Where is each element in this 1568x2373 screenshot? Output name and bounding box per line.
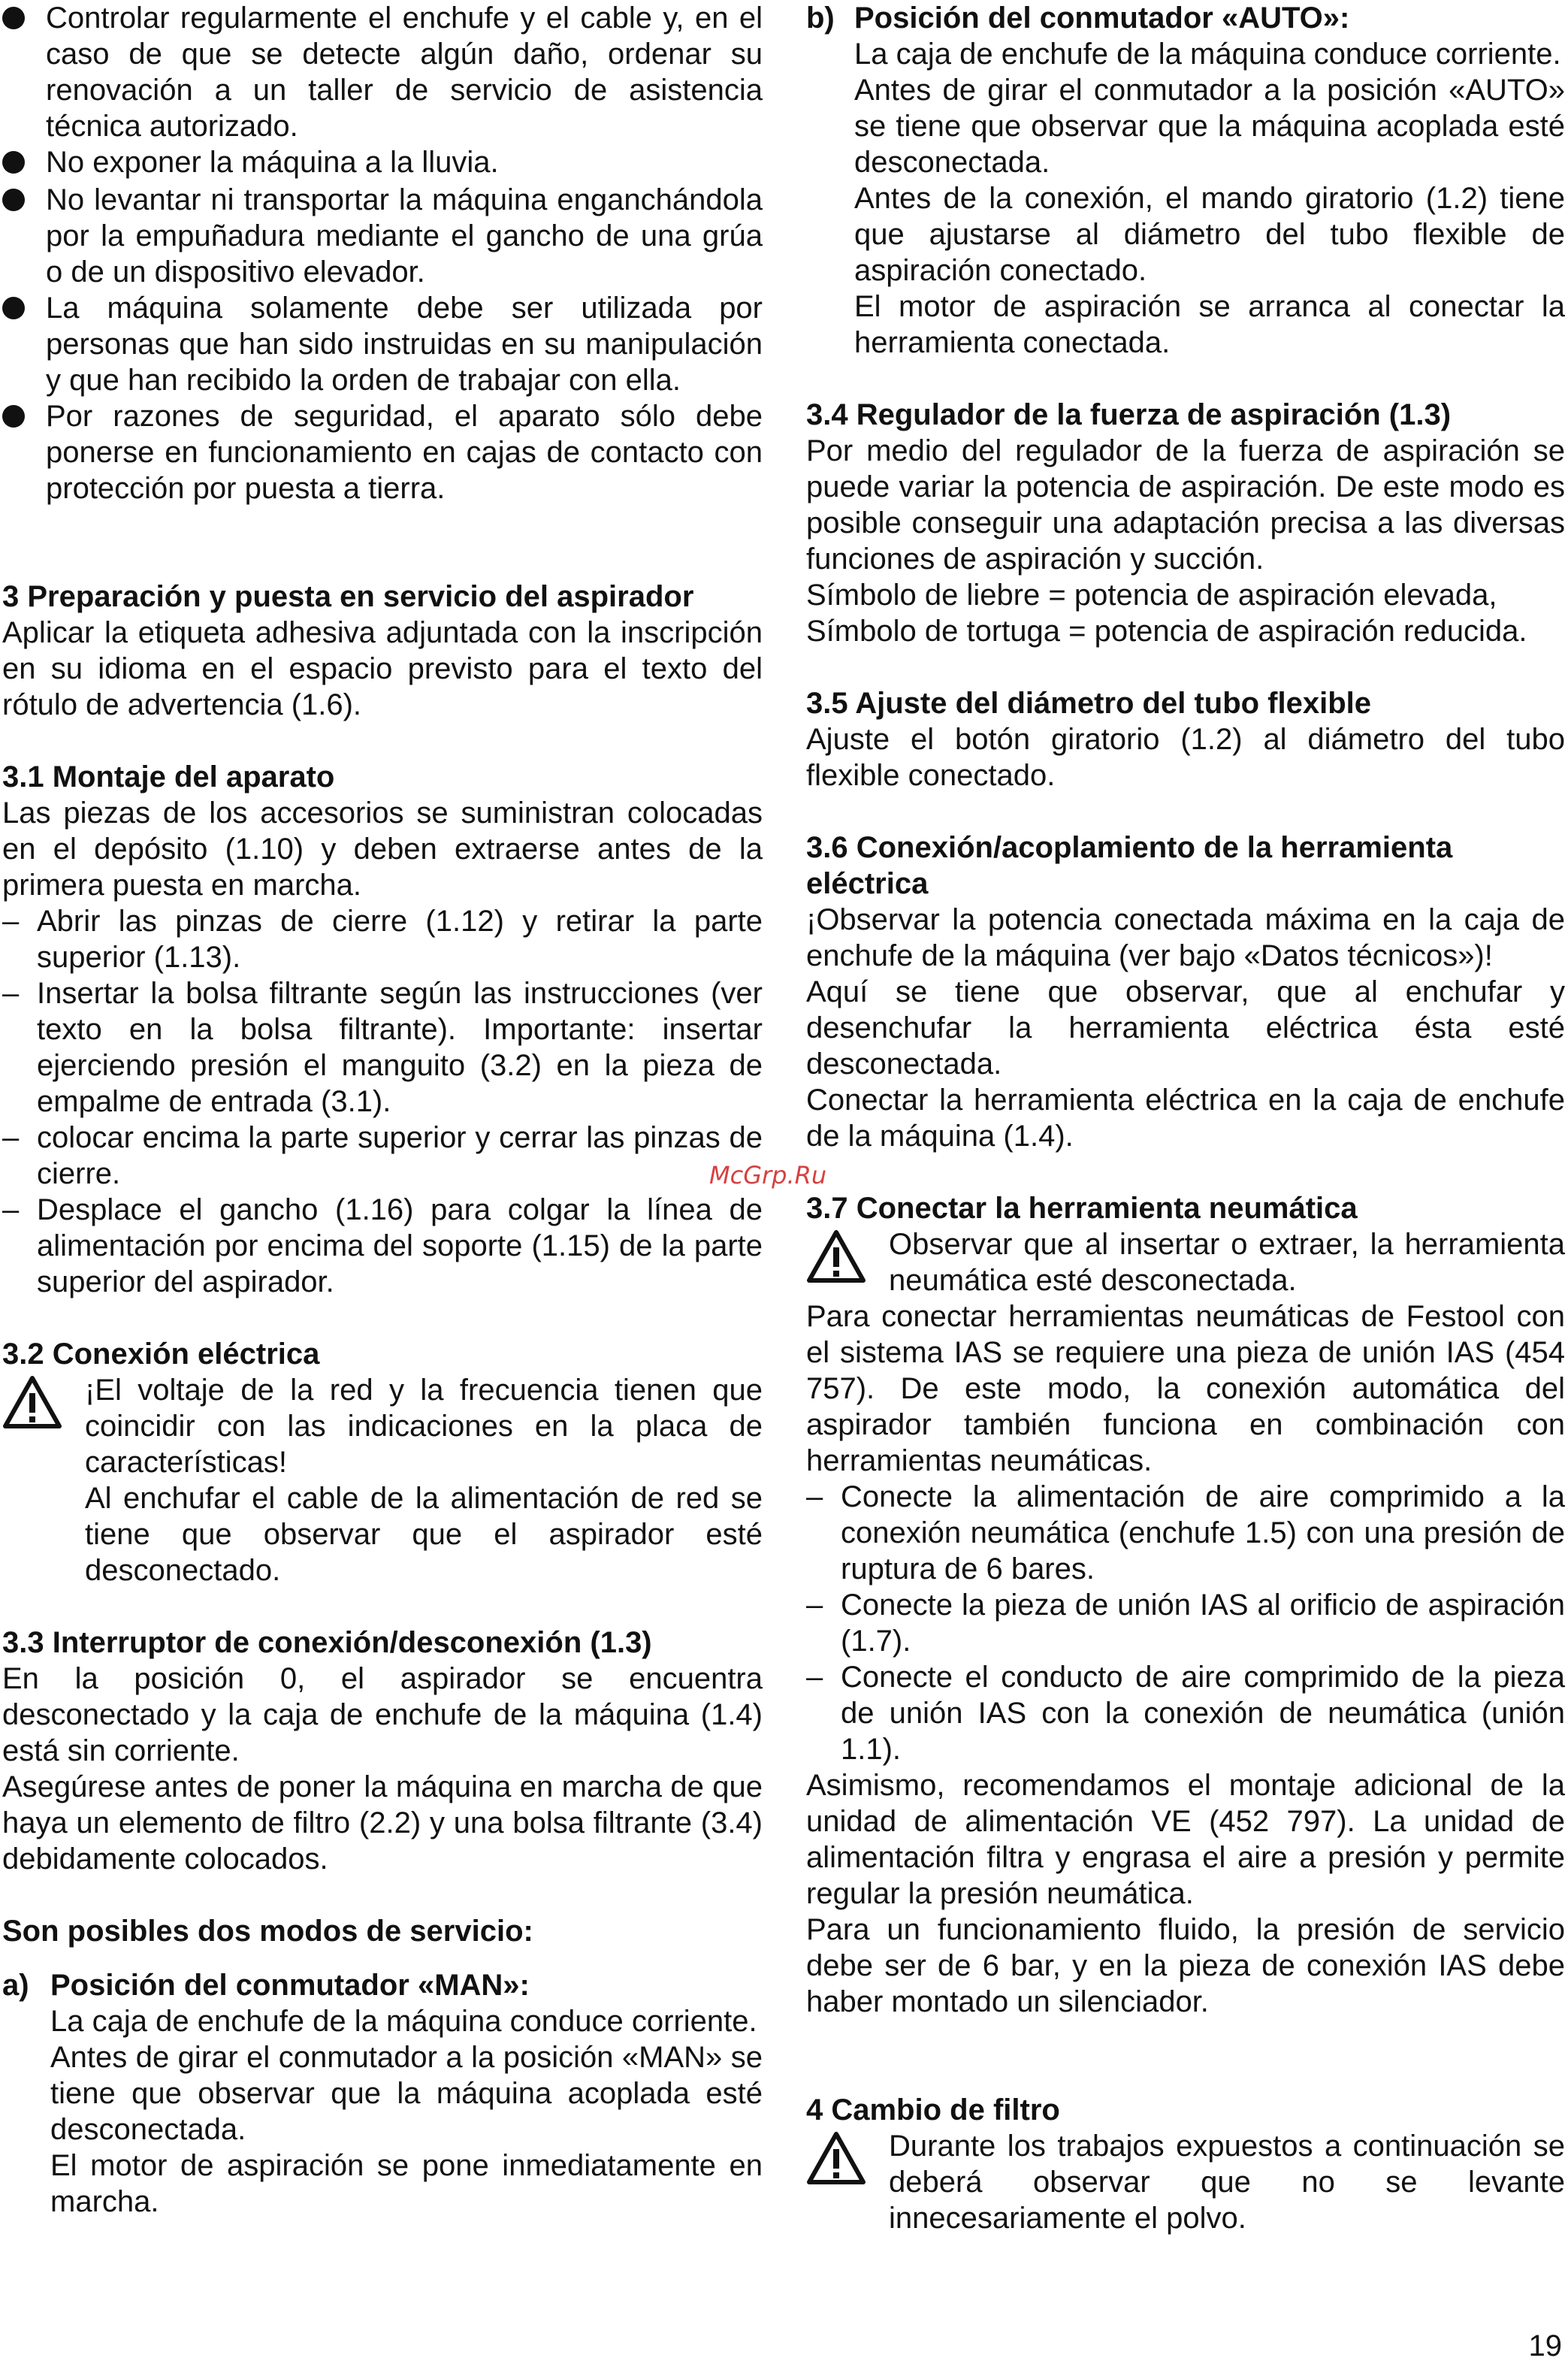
warning-triangle-icon <box>806 1226 889 1298</box>
section-title-3: 3 Preparación y puesta en servicio del aspirador <box>2 580 694 613</box>
warning-triangle-icon <box>806 2128 889 2236</box>
list-item: – Conecte la alimentación de aire comprimido a la conexión neumática (enchufe 1.5) con una presión de ruptura de 6 bares. <box>806 1480 1565 1586</box>
bullet-icon <box>2 297 25 319</box>
bullet-icon <box>2 405 25 428</box>
section-body: En la posición 0, el aspirador se encuentra desconectado y la caja de enchufe de la máquina (1.4) está sin corriente. <box>2 1662 763 1767</box>
watermark: McGrp.Ru <box>709 1161 827 1190</box>
section-title-3-6: 3.6 Conexión/acoplamiento de la herramienta eléctrica <box>806 831 1453 900</box>
section-title-3-7: 3.7 Conectar la herramienta neumática <box>806 1192 1358 1225</box>
list-item: No exponer la máquina a la lluvia. <box>2 144 763 182</box>
warning-triangle-icon <box>2 1372 85 1589</box>
section-body: Aplicar la etiqueta adhesiva adjuntada con la inscripción en su idioma en el espacio previsto para el texto del rótulo de advertencia (1.6). <box>2 616 763 721</box>
mode-b-heading: b) Posición del conmutador «AUTO»: <box>806 2 1350 35</box>
list-item: – Conecte el conducto de aire comprimido de la pieza de unión IAS con la conexión de neumática (unión 1.1). <box>806 1661 1565 1766</box>
section-title-3-1: 3.1 Montaje del aparato <box>2 760 335 794</box>
mode-a-body: La caja de enchufe de la máquina conduce corriente. Antes de girar el conmutador a la posición «MAN» se tiene que observar que la máquina acoplada esté desconectada. El motor de aspiración se pone inmediatamente en marcha. <box>50 2005 763 2218</box>
warning-block: Durante los trabajos expuestos a continuación se deberá observar que no se levante innecesariamente el polvo. <box>806 2128 1565 2236</box>
list-item: Controlar regularmente el enchufe y el cable y, en el caso de que se detecte algún daño, ordenar su renovación a un taller de servicio de asistencia técnica autorizado. <box>2 0 763 144</box>
list-item: – Insertar la bolsa filtrante según las instrucciones (ver texto en la bolsa filtrante). Importante: insertar ejerciendo presión el manguito (3.2) en la pieza de empalme de entrada (3.1). <box>2 977 763 1118</box>
list-item: – Abrir las pinzas de cierre (1.12) y retirar la parte superior (1.13). <box>2 905 763 974</box>
list-item: – Desplace el gancho (1.16) para colgar la línea de alimentación por encima del soporte (1.15) de la parte superior del aspirador. <box>2 1193 763 1298</box>
bullet-icon <box>2 151 25 174</box>
mode-b-body: La caja de enchufe de la máquina conduce corriente. Antes de girar el conmutador a la posición «AUTO» se tiene que observar que la máquina acoplada esté desconectada. Antes de la conexión, el mando giratorio (1.2) tiene que ajustarse al diámetro del tubo flexible de aspiración conectado. El motor de aspiración se arranca al conectar la herramienta conectada. <box>854 38 1565 359</box>
section-title-3-5: 3.5 Ajuste del diámetro del tubo flexible <box>806 687 1372 720</box>
list-item: – Conecte la pieza de unión IAS al orificio de aspiración (1.7). <box>806 1589 1565 1658</box>
left-column <box>2 0 763 2220</box>
modes-title: Son posibles dos modos de servicio: <box>2 1915 533 1948</box>
section-title-3-3: 3.3 Interruptor de conexión/desconexión (1.3) <box>2 1626 652 1659</box>
section-body: Las piezas de los accesorios se suministran colocadas en el depósito (1.10) y deben extraerse antes de la primera puesta en marcha. <box>2 797 763 902</box>
bullet-icon <box>2 189 25 211</box>
list-item: Por razones de seguridad, el aparato sólo debe ponerse en funcionamiento en cajas de contacto con protección por puesta a tierra. <box>2 398 763 506</box>
bullet-icon <box>2 7 25 29</box>
list-item: La máquina solamente debe ser utilizada por personas que han sido instruidas en su manipulación y que han recibido la orden de trabajar con ella. <box>2 290 763 398</box>
page-number: 19 <box>1528 2329 1562 2362</box>
list-item: No levantar ni transportar la máquina enganchándola por la empuñadura mediante el gancho de una grúa o de un dispositivo elevador. <box>2 182 763 290</box>
list-item: – colocar encima la parte superior y cerrar las pinzas de cierre. <box>2 1121 763 1190</box>
warning-block: Observar que al insertar o extraer, la herramienta neumática esté desconectada. <box>806 1226 1565 1298</box>
warning-block: ¡El voltaje de la red y la frecuencia tienen que coincidir con las indicaciones en la placa de características! Al enchufar el cable de la alimentación de red se tiene que observar que el aspirador esté desconectado. <box>2 1372 763 1589</box>
mode-a-heading: a) Posición del conmutador «MAN»: <box>2 1969 530 2002</box>
section-title-3-2: 3.2 Conexión eléctrica <box>2 1338 320 1371</box>
section-body: Asegúrese antes de poner la máquina en marcha de que haya un elemento de filtro (2.2) y una bolsa filtrante (3.4) debidamente colocados. <box>2 1770 763 1876</box>
right-column: b) Posición del conmutador «AUTO»: La caja de enchufe de la máquina conduce corriente. Antes de girar el conmutador a la posición «AUTO» se tiene que observar que la máquina acoplada esté desconectada. Antes de la conexión, el mando giratorio (1.2) tiene que ajustarse al diámetro del tubo flexible de aspiración conectado. El motor de aspiración se arranca al conectar la herramienta conectada. 3.4 Regulador de la fuerza de aspiración (1.3) Por medio del regulador de la fuerza de aspiración se puede variar la potencia de aspiración. De este modo es posible conseguir una adaptación precisa a las diversas funciones de aspiración y succión. Símbolo de liebre = potencia de aspiración elevada, Símbolo de tortuga = potencia de aspiración reducida. 3.5 Ajuste del diámetro del tubo flexible Ajuste el botón giratorio (1.2) al diámetro del tubo flexible conectado. 3.6 Conexión/acoplamiento de la herramienta eléctrica ¡Observar la potencia conectada máxima en la caja de enchufe de la máquina (ver bajo «Datos técnicos»)! Aquí se tiene que observar, que al enchufar y desenchufar la herramienta eléctrica ésta esté desconectada. Conectar la herramienta eléctrica en la caja de enchufe de la máquina (1.4). 3.7 Conectar la herramienta neumática Observar que al insertar o extraer, la herramienta neumática esté desconectada. Para conectar herramientas neumáticas de Festool con el sistema IAS se requiere una pieza de unión IAS (454 757). De este modo, la conexión automática del aspirador también funciona en combinación con herramientas neumáticas. – Conecte la alimentación de aire comprimido a la conexión neumática (enchufe 1.5) con una presión de ruptura de 6 bares. – Conecte la pieza de unión IAS al orificio de aspiración (1.7). – Conecte el conducto de aire comprimido de la pieza de unión IAS con la conexión de neumática (unión 1.1). Asimismo, recomendamos el montaje adicional de la unidad de alimentación VE (452 797). La unidad de alimentación filtra y engrasa el aire a presión y permite regular la presión neumática. Para un funcionamiento fluido, la presión de servicio debe ser de 6 bar, y en la pieza de conexión IAS debe haber montado un silenciador. 4 Cambio de filtro Durante los trabajos expuestos a continuación se deberá observar que no se levante innecesariamente el polvo. <box>806 2 1565 2235</box>
section-title-4: 4 Cambio de filtro <box>806 2093 1060 2127</box>
section-title-3-4: 3.4 Regulador de la fuerza de aspiración (1.3) <box>806 398 1452 431</box>
